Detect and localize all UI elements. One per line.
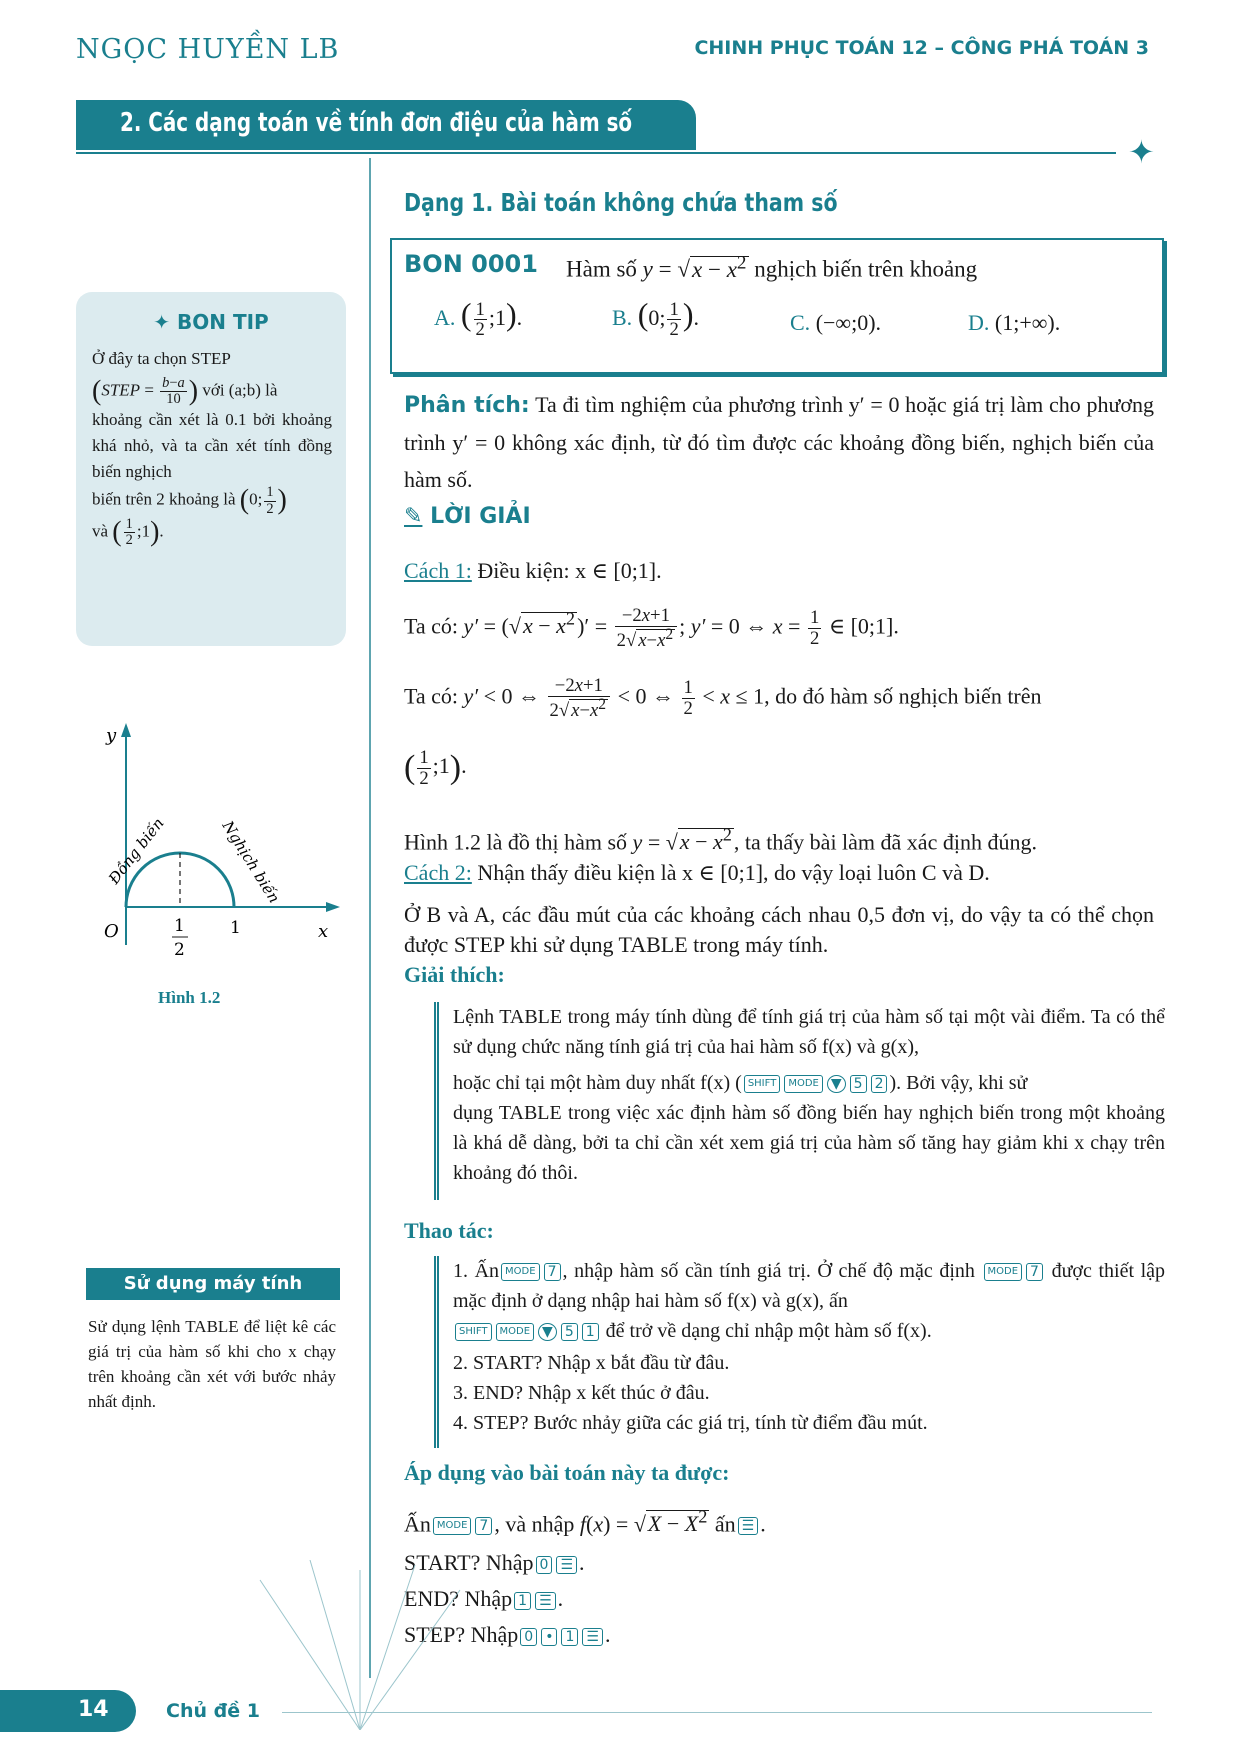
derivative-line: Ta có: $y' = (√x - x^2)'$ = $\frac{-2x+1}{2√ x-x^2}$ ; y′ = 0 ⇔ x = $\frac{1}{2}$ ∈ [0;1]. xyxy=(404,605,899,651)
decorative-rays xyxy=(250,1560,470,1730)
solution-heading: ✎ LỜI GIẢI xyxy=(404,504,531,529)
tip-body: Ở đây ta chọn STEP (STEP = $\frac{b-a}{10}$ ) với (a;b) là khoảng cần xét là 0.1 bởi khoảng khá nhỏ, và ta cần xét tính đồng biến nghịch biến trên 2 khoảng là (0; $\frac{1}{2}$ ) và ( $\frac{1}{2}$ ;1). xyxy=(92,349,332,548)
footer-rule xyxy=(282,1712,1152,1713)
steps-heading: Thao tác: xyxy=(404,1218,494,1243)
two-key: 2 xyxy=(871,1075,888,1093)
calc-box-text: Sử dụng lệnh TABLE để liệt kê các giá trị của hàm số khi cho x chạy trên khoảng cần xét với bước nhảy nhất định. xyxy=(88,1317,336,1411)
cach1-line: Cách 1: Điều kiện: x ∈ [0;1]. xyxy=(404,558,662,583)
analysis: Phân tích: Ta đi tìm nghiệm của phương trình y′ = 0 hoặc giá trị làm cho phương trình y′ = 0 không xác định, từ đó tìm được các khoảng đồng biến, nghịch biến của hàm số. xyxy=(404,392,1155,492)
section-rule xyxy=(76,152,1116,154)
explain-block: Lệnh TABLE trong máy tính dùng để tính giá trị của hàm số tại một vài điểm. Ta có thể sử dụng chức năng tính giá trị của hai hàm số f(x) và g(x), hoặc chỉ tại một hàm duy nhất f(x) ( SHIFT MODE ▼ 5 2 ). Bởi vậy, khi sử dụng TABLE trong việc xác định hàm số đồng biến hay nghịch biến trong một khoảng là khá dễ dàng, bởi ta chỉ cần xét xem giá trị của hàm số tăng hay giảm khi x chạy trên khoảng đó thôi. xyxy=(434,1002,1165,1200)
page-number: 14 xyxy=(78,1697,109,1722)
column-divider xyxy=(369,158,371,1678)
option-d[interactable]: D. (1;+∞). xyxy=(968,310,1061,335)
book-title: CHINH PHỤC TOÁN 12 – CÔNG PHÁ TOÁN 3 xyxy=(694,37,1149,59)
x-axis-label: x xyxy=(318,921,329,942)
seven-key: 7 xyxy=(544,1263,561,1281)
equals-key: ☰ xyxy=(738,1517,759,1535)
apply-heading: Áp dụng vào bài toán này ta được: xyxy=(404,1460,730,1485)
five-key: 5 xyxy=(561,1323,578,1341)
problem-id: BON 0001 xyxy=(404,250,538,278)
section-title: 2. Các dạng toán về tính đơn điệu của hàm số xyxy=(120,108,633,138)
mode-key: MODE xyxy=(984,1263,1023,1281)
tip-title: ✦ BON TIP xyxy=(153,310,269,334)
down-key: ▼ xyxy=(538,1323,557,1341)
equals-key: ☰ xyxy=(535,1592,556,1610)
y-axis-label: y xyxy=(106,725,117,746)
mode-key: MODE xyxy=(501,1263,540,1281)
footer-page-badge xyxy=(0,1690,136,1732)
equals-key: ☰ xyxy=(556,1556,577,1574)
sparkle-icon: ✦ xyxy=(1128,133,1155,171)
mode-key: MODE xyxy=(433,1517,472,1535)
cach2-line: Cách 2: Nhận thấy điều kiện là x ∈ [0;1], do vậy loại luôn C và D. xyxy=(404,860,990,885)
apply-start: START? Nhập 0 ☰ . xyxy=(404,1550,585,1575)
sign-line: Ta có: y′ < 0 ⇔ $\frac{-2x+1}{2√ x-x^2}$ < 0 ⇔ $\frac{1}{2}$ < x ≤ 1, do đó hàm số nghịch biến trên xyxy=(404,675,1042,721)
mode-key: MODE xyxy=(784,1075,823,1093)
tick-half-num: 1 xyxy=(174,916,185,936)
problem-stem: Hàm số $y = √x - x^2$ nghịch biến trên khoảng xyxy=(566,252,978,282)
option-c[interactable]: C. (−∞;0). xyxy=(790,310,882,335)
zero-key: 0 xyxy=(536,1556,553,1574)
origin-label: O xyxy=(104,921,119,942)
pencil-icon: ✎ xyxy=(404,504,423,529)
steps-block: 1. Ấn MODE 7 , nhập hàm số cần tính giá trị. Ở chế độ mặc định MODE 7 được thiết lập mặc định ở dạng nhập hai hàm số f(x) và g(x), ấn SHIFT MODE ▼ 5 1 để trở về dạng chỉ nhập một hàm số f(x). 2. START? Nhập x bắt đầu từ đâu. 3. END? Nhập x kết thúc ở đâu. 4. STEP? Bước nhảy giữa các giá trị, tính từ điểm đầu mút. xyxy=(434,1256,1165,1448)
five-key: 5 xyxy=(850,1075,867,1093)
brand-logo: NGỌC HUYỀN LB xyxy=(76,34,340,65)
figure-check-line: Hình 1.2 là đồ thị hàm số $y = √x - x^2$, ta thấy bài làm đã xác định đúng. xyxy=(404,825,1037,855)
explain-heading: Giải thích: xyxy=(404,962,505,987)
inc-label: Đồng biến xyxy=(104,814,168,888)
zero-key: 0 xyxy=(520,1628,537,1646)
one-key: 1 xyxy=(582,1323,599,1341)
seven-key: 7 xyxy=(1026,1263,1043,1281)
option-b[interactable]: B. (0; $\frac{1}{2}$ ). xyxy=(612,296,699,341)
interval-result: ( $\frac{1}{2}$ ;1). xyxy=(404,747,467,789)
mode-key: MODE xyxy=(496,1323,535,1341)
calc-box-title: Sử dụng máy tính xyxy=(86,1268,340,1300)
ob-line: Ở B và A, các đầu mút của các khoảng cách nhau 0,5 đơn vị, do vậy ta có thể chọn được STEP khi sử dụng TABLE trong máy tính. xyxy=(404,902,1154,957)
equals-key: ☰ xyxy=(582,1628,603,1646)
graph-figure xyxy=(90,715,350,975)
one-key: 1 xyxy=(514,1592,531,1610)
apply-line-1: Ấn MODE 7 , và nhập $f(x) = √X - X^2$ ấn ☰ . xyxy=(404,1507,766,1537)
seven-key: 7 xyxy=(475,1517,492,1535)
tick-one: 1 xyxy=(230,918,241,938)
tick-half-den: 2 xyxy=(174,940,185,960)
one-key: 1 xyxy=(561,1628,578,1646)
dang-title: Dạng 1. Bài toán không chứa tham số xyxy=(404,188,838,217)
dot-key: • xyxy=(541,1628,557,1646)
chapter-label: Chủ đề 1 xyxy=(166,1700,260,1722)
dec-label: Nghịch biến xyxy=(218,817,284,907)
graph-caption: Hình 1.2 xyxy=(158,988,221,1007)
apply-end: END? Nhập 1 ☰ . xyxy=(404,1586,564,1611)
apply-step: STEP? Nhập 0 • 1 ☰ . xyxy=(404,1622,611,1647)
option-a[interactable]: A. ( $\frac{1}{2}$ ;1). xyxy=(434,296,523,341)
down-key: ▼ xyxy=(827,1075,846,1093)
shift-key: SHIFT xyxy=(455,1323,492,1341)
shift-key: SHIFT xyxy=(744,1075,781,1093)
